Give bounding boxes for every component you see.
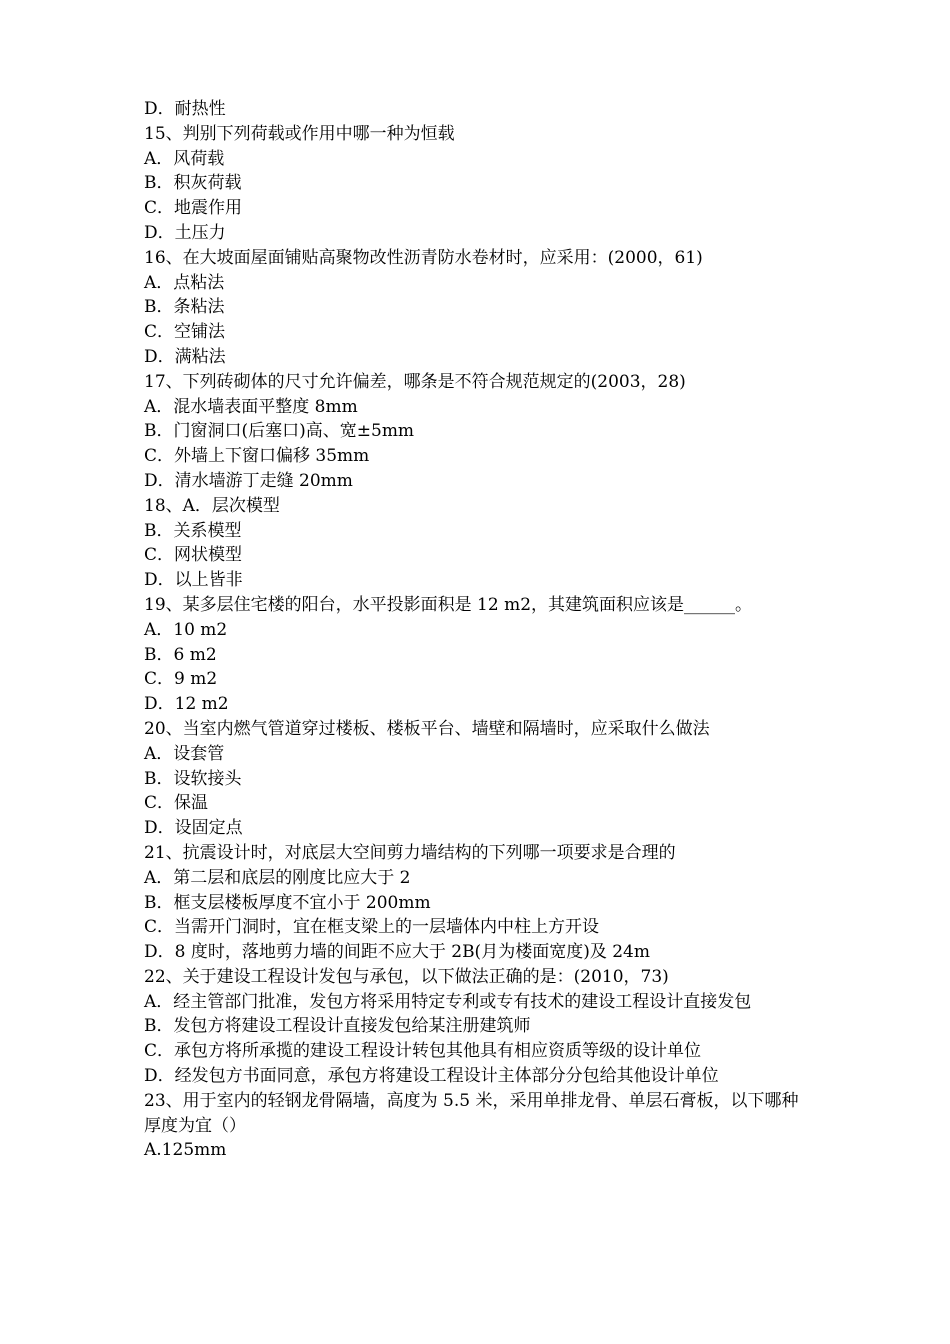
question-line: 23、用于室内的轻钢龙骨隔墙，高度为 5.5 米，采用单排龙骨、单层石膏板，以下哪种厚度为宜（）: [144, 1090, 799, 1136]
option-line: A．第二层和底层的刚度比应大于 2: [144, 867, 411, 888]
option-line: D．清水墙游丁走缝 20mm: [144, 470, 353, 491]
question-line: 18、A．层次模型: [144, 495, 280, 516]
option-line: A．经主管部门批准，发包方将采用特定专利或专有技术的建设工程设计直接发包: [144, 991, 752, 1012]
question-line: 22、关于建设工程设计发包与承包，以下做法正确的是：(2010，73): [144, 966, 669, 987]
option-line: C．外墙上下窗口偏移 35mm: [144, 446, 370, 467]
option-line: D．满粘法: [144, 346, 226, 367]
option-line: A.125mm: [144, 1140, 227, 1161]
option-line: A．点粘法: [144, 272, 225, 293]
question-line: 15、判别下列荷载或作用中哪一种为恒载: [144, 123, 455, 144]
option-line: D．以上皆非: [144, 570, 243, 591]
option-line: D．12 m2: [144, 694, 229, 715]
option-line: D．耐热性: [144, 99, 226, 119]
option-line: B．框支层楼板厚度不宜小于 200mm: [144, 892, 431, 913]
option-line: C．保温: [144, 793, 209, 814]
option-line: C．网状模型: [144, 545, 243, 566]
option-line: B．6 m2: [144, 644, 217, 665]
option-line: A．混水墙表面平整度 8mm: [144, 396, 358, 417]
option-line: B．设软接头: [144, 768, 242, 789]
question-line: 17、下列砖砌体的尺寸允许偏差，哪条是不符合规范规定的(2003，28): [144, 371, 686, 392]
option-line: C．承包方将所承揽的建设工程设计转包其他具有相应资质等级的设计单位: [144, 1041, 702, 1062]
option-line: C．地震作用: [144, 198, 243, 219]
document-page: [144, 97, 814, 1163]
question-line: 21、抗震设计时，对底层大空间剪力墙结构的下列哪一项要求是合理的: [144, 842, 676, 863]
option-line: C．当需开门洞时，宜在框支梁上的一层墙体内中柱上方开设: [144, 917, 600, 938]
option-line: D．设固定点: [144, 818, 243, 839]
option-line: A．10 m2: [144, 619, 228, 640]
question-line: 20、当室内燃气管道穿过楼板、楼板平台、墙壁和隔墙时，应采取什么做法: [144, 718, 710, 739]
option-line: B．条粘法: [144, 297, 225, 318]
question-line: 16、在大坡面屋面铺贴高聚物改性沥青防水卷材时，应采用：(2000，61): [144, 247, 703, 268]
question-line: 19、某多层住宅楼的阳台，水平投影面积是 12 m2，其建筑面积应该是______。: [144, 594, 753, 615]
option-line: B．关系模型: [144, 520, 242, 541]
option-line: D．经发包方书面同意，承包方将建设工程设计主体部分分包给其他设计单位: [144, 1066, 719, 1087]
option-line: D．8 度时，落地剪力墙的间距不应大于 2B(月为楼面宽度)及 24m: [144, 942, 650, 963]
option-line: C．9 m2: [144, 669, 218, 690]
option-line: B．发包方将建设工程设计直接发包给某注册建筑师: [144, 1016, 531, 1037]
option-line: C．空铺法: [144, 322, 226, 343]
option-line: B．门窗洞口(后塞口)高、宽±5mm: [144, 421, 415, 442]
option-line: A．设套管: [144, 743, 225, 764]
option-line: B．积灰荷载: [144, 173, 242, 194]
option-line: A．风荷载: [144, 148, 225, 169]
option-line: D．土压力: [144, 222, 226, 243]
